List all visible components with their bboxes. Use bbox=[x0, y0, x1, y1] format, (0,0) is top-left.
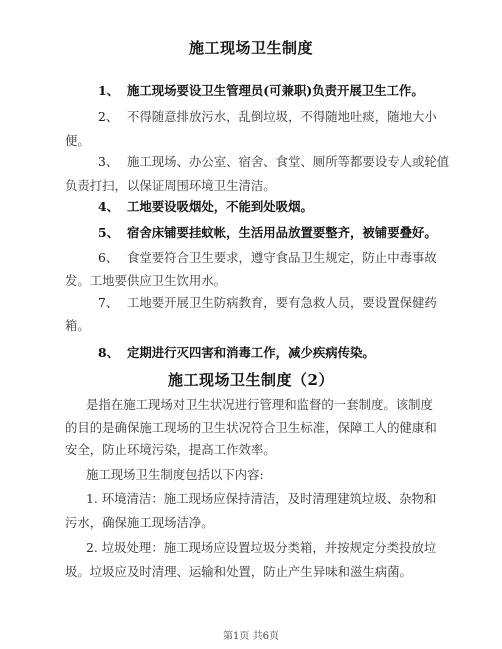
item-2-text-line-1: 不得随意排放污水，乱倒垃圾，不得随地吐痰，随地大小 bbox=[127, 109, 437, 124]
item-1-number: 1、 bbox=[98, 83, 120, 98]
item-5-number: 5、 bbox=[98, 225, 120, 240]
paragraph-3-line-1: 1. 环境清洁：施工现场应保持清洁，及时清理建筑垃圾、杂物和 bbox=[86, 491, 437, 506]
item-7-text-line-1: 工地要开展卫生防病教育，要有急救人员，要设置保健药 bbox=[127, 295, 437, 310]
item-6-text-line-1: 食堂要符合卫生要求，遵守食品卫生规定，防止中毒事故 bbox=[127, 250, 437, 265]
paragraph-1-line-3: 安全，防止环境污染，提高工作效率。 bbox=[65, 442, 276, 457]
item-2-number: 2、 bbox=[98, 109, 119, 124]
item-3-text-line-2: 负责打扫，以保证周围环境卫生清洁。 bbox=[65, 178, 276, 193]
paragraph-1-line-2: 的目的是确保施工现场的卫生状况符合卫生标准，保障工人的健康和 bbox=[65, 420, 437, 435]
item-6-number: 6、 bbox=[98, 250, 119, 265]
page-title: 施工现场卫生制度 bbox=[188, 39, 313, 57]
item-6-text-line-2: 发。工地要供应卫生饮用水。 bbox=[65, 273, 227, 288]
item-4-text: 工地要设吸烟处，不能到处吸烟。 bbox=[127, 199, 313, 214]
item-2-text-line-2: 便。 bbox=[65, 133, 90, 148]
item-1-text: 施工现场要设卫生管理员(可兼职)负责开展卫生工作。 bbox=[127, 83, 424, 98]
item-3-number: 3、 bbox=[98, 154, 119, 169]
paragraph-4-line-1: 2. 垃圾处理：施工现场应设置垃圾分类箱，并按规定分类投放垃 bbox=[86, 540, 437, 555]
item-8-text: 定期进行灭四害和消毒工作，减少疾病传染。 bbox=[127, 345, 375, 360]
paragraph-3-line-2: 污水，确保施工现场洁净。 bbox=[65, 515, 214, 530]
paragraph-4-line-2: 圾。垃圾应及时清理、运输和处置，防止产生异味和滋生病菌。 bbox=[65, 564, 412, 579]
item-5-text: 宿舍床铺要挂蚊帐，生活用品放置要整齐，被铺要叠好。 bbox=[127, 225, 437, 240]
paragraph-2-line-1: 施工现场卫生制度包括以下内容: bbox=[86, 467, 264, 482]
item-4-number: 4、 bbox=[98, 199, 120, 214]
item-8-number: 8、 bbox=[98, 345, 120, 360]
item-3-text-line-1: 施工现场、办公室、宿舍、食堂、厕所等都要设专人或轮值 bbox=[127, 154, 450, 169]
paragraph-1-line-1: 是指在施工现场对卫生状况进行管理和监督的一套制度。该制度 bbox=[86, 397, 433, 412]
item-7-number: 7、 bbox=[98, 295, 119, 310]
section-title-2: 施工现场卫生制度（2） bbox=[168, 371, 334, 389]
item-7-text-line-2: 箱。 bbox=[65, 318, 90, 333]
page-footer: 第1页 共6页 bbox=[223, 631, 279, 642]
